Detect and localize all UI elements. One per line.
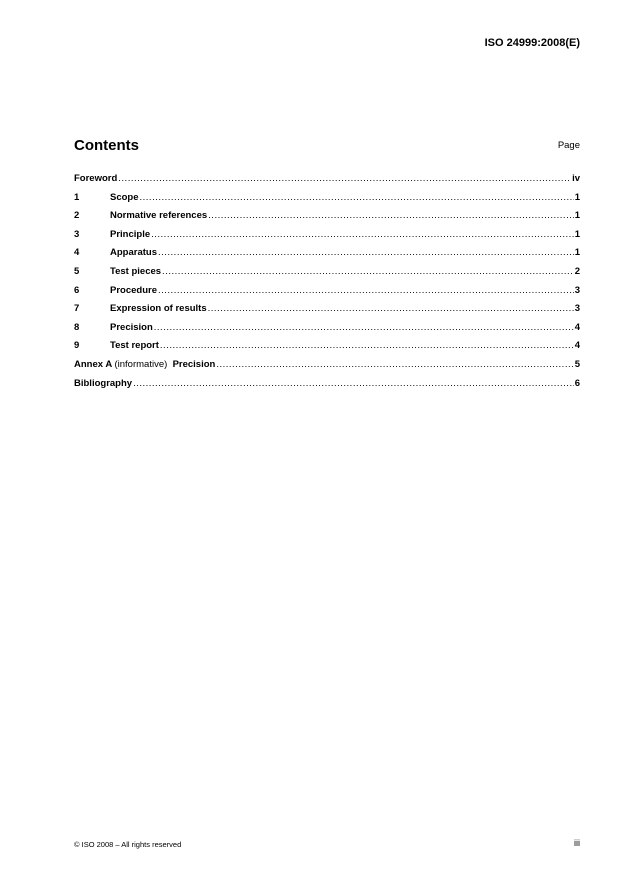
- toc-leader-dots: [151, 229, 574, 240]
- toc-entry-title: Apparatus: [110, 247, 157, 259]
- toc-entry-number: 1: [74, 191, 80, 203]
- toc-entry-number: 3: [74, 228, 80, 240]
- toc-entry-foreword[interactable]: [74, 173, 580, 192]
- standard-reference: ISO 24999:2008(E): [484, 37, 580, 49]
- toc-entry-title: Expression of results: [110, 303, 207, 315]
- toc-entry-normative-references[interactable]: [74, 210, 580, 229]
- toc-entry-title: Procedure: [110, 284, 157, 296]
- toc-entry-page: 6: [574, 377, 580, 389]
- toc-leader-dots: [158, 285, 574, 296]
- toc-leader-dots: [133, 378, 574, 389]
- toc-entry-page: 3: [574, 284, 580, 296]
- toc-entry-title: Normative references: [110, 210, 208, 222]
- toc-entry-expression-of-results[interactable]: [74, 303, 580, 322]
- contents-heading: Contents: [74, 137, 139, 154]
- toc-entry-bibliography[interactable]: [74, 378, 580, 397]
- toc-leader-dots: [216, 359, 573, 370]
- toc-entry-title: Precision: [110, 321, 153, 333]
- toc-annex-qualifier: (informative): [114, 358, 168, 370]
- toc-entry-page: 1: [574, 228, 580, 240]
- toc-leader-dots: [208, 303, 574, 314]
- toc-entry-page: 5: [574, 358, 580, 370]
- toc-entry-page: 1: [574, 191, 580, 203]
- toc-entry-number: 2: [74, 210, 80, 222]
- toc-entry-number: 5: [74, 265, 80, 277]
- toc-entry-page: iv: [572, 173, 580, 184]
- toc-entry-apparatus[interactable]: [74, 247, 580, 266]
- toc-entry-scope[interactable]: [74, 192, 580, 211]
- page-number: iii: [574, 838, 580, 848]
- toc-leader-dots: [162, 266, 574, 277]
- toc-leader-dots: [160, 340, 574, 351]
- toc-entry-number: 7: [74, 303, 80, 315]
- toc-entry-test-report[interactable]: [74, 340, 580, 359]
- toc-entry-title: Test pieces: [110, 265, 162, 277]
- toc-entry-title: [74, 359, 215, 370]
- copyright-notice: © ISO 2008 – All rights reserved: [74, 840, 182, 849]
- toc-leader-dots: [208, 210, 574, 221]
- toc-leader-dots: [118, 173, 571, 184]
- toc-entry-annex-a[interactable]: [74, 359, 580, 378]
- toc-entry-precision[interactable]: [74, 322, 580, 341]
- toc-entry-number: 9: [74, 340, 80, 352]
- toc-entry-title: Bibliography: [74, 377, 133, 389]
- toc-entry-procedure[interactable]: [74, 285, 580, 304]
- toc-entry-test-pieces[interactable]: [74, 266, 580, 285]
- table-of-contents: [74, 173, 580, 396]
- toc-entry-page: 1: [574, 247, 580, 259]
- toc-entry-page: 3: [574, 303, 580, 315]
- toc-entry-number: 8: [74, 321, 80, 333]
- toc-entry-page: 4: [574, 340, 580, 352]
- toc-leader-dots: [158, 247, 574, 258]
- toc-annex-title: Precision: [172, 358, 216, 370]
- toc-entry-page: 2: [574, 265, 580, 277]
- toc-entry-title: Scope: [110, 191, 139, 203]
- toc-entry-principle[interactable]: [74, 229, 580, 248]
- toc-entry-title: Principle: [110, 228, 151, 240]
- page-column-label: Page: [557, 140, 580, 151]
- toc-entry-title: Test report: [110, 340, 159, 352]
- toc-leader-dots: [154, 322, 574, 333]
- toc-leader-dots: [140, 192, 574, 203]
- toc-entry-number: 4: [74, 247, 80, 259]
- toc-entry-page: 4: [574, 321, 580, 333]
- toc-annex-prefix: Annex A: [74, 358, 112, 370]
- toc-entry-page: 1: [574, 210, 580, 222]
- toc-entry-title: Foreword: [74, 173, 118, 184]
- toc-entry-number: 6: [74, 284, 80, 296]
